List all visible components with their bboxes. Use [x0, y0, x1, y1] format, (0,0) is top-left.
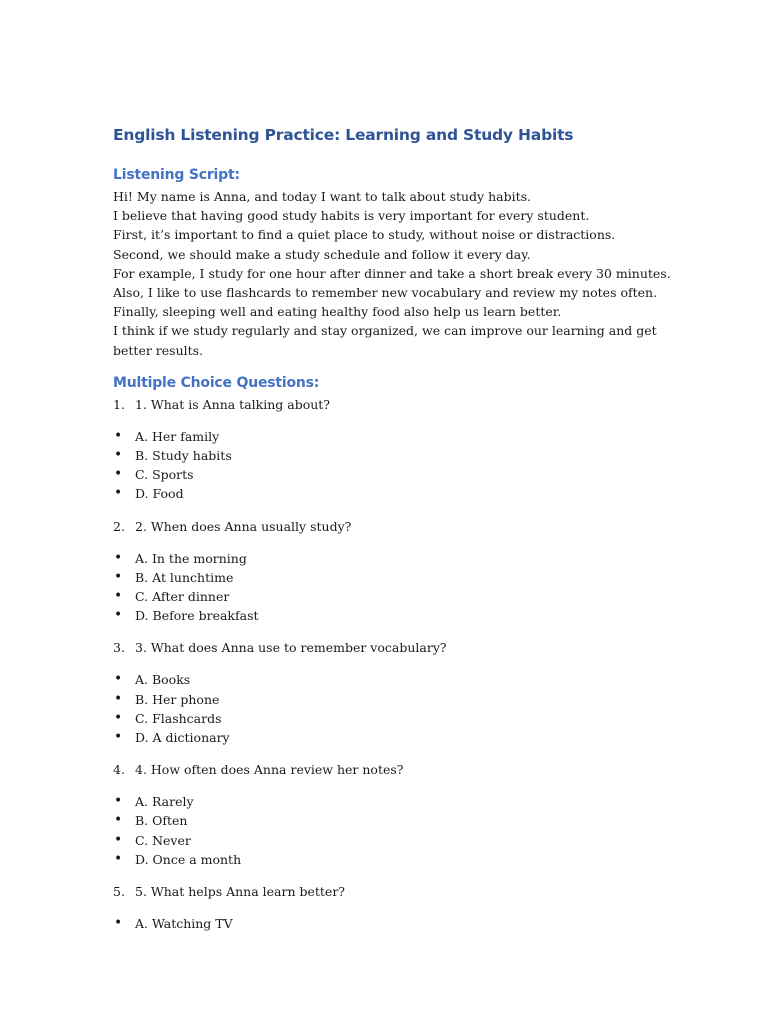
- question: [113, 395, 673, 414]
- question: [113, 760, 673, 779]
- bullet-icon: •: [114, 915, 123, 932]
- option-text: D. A dictionary: [135, 730, 230, 746]
- question-block: [113, 638, 673, 747]
- bullet-icon: •: [114, 607, 123, 624]
- script-line: First, it’s important to find a quiet place to study, without noise or distractions.: [113, 227, 616, 243]
- option-list: [113, 670, 673, 747]
- script-line: Finally, sleeping well and eating healthy food also help us learn better.: [113, 304, 562, 320]
- option-text: A. Rarely: [135, 794, 194, 810]
- bullet-icon: •: [114, 690, 123, 707]
- question-number: 2.: [113, 518, 125, 534]
- question-text: 4. How often does Anna review her notes?: [135, 762, 404, 778]
- option-item: [113, 690, 673, 709]
- question-text: 2. When does Anna usually study?: [135, 518, 352, 534]
- document-title: English Listening Practice: Learning and Study Habits: [113, 126, 574, 144]
- bullet-icon: •: [114, 466, 123, 483]
- question: [113, 638, 673, 657]
- option-item: [113, 792, 673, 811]
- option-list: [113, 792, 673, 869]
- option-item: [113, 484, 673, 503]
- option-list: [113, 549, 673, 626]
- option-text: D. Before breakfast: [135, 608, 259, 624]
- question-block: [113, 517, 673, 626]
- option-item: [113, 427, 673, 446]
- bullet-icon: •: [114, 427, 123, 444]
- option-text: C. Never: [135, 832, 191, 848]
- bullet-icon: •: [114, 671, 123, 688]
- option-item: [113, 709, 673, 728]
- question-block: [113, 395, 673, 504]
- listening-script-heading: Listening Script:: [113, 167, 240, 183]
- option-item: [113, 446, 673, 465]
- option-text: A. Watching TV: [135, 916, 233, 932]
- option-text: C. Sports: [135, 467, 194, 483]
- option-text: A. Books: [135, 672, 191, 688]
- script-line: For example, I study for one hour after dinner and take a short break every 30 minutes.: [113, 265, 671, 281]
- question-number: 5.: [113, 884, 125, 900]
- option-text: B. Often: [135, 813, 188, 829]
- option-item: [113, 568, 673, 587]
- bullet-icon: •: [114, 549, 123, 566]
- option-text: A. In the morning: [135, 550, 247, 566]
- option-item: [113, 549, 673, 568]
- option-text: B. Her phone: [135, 691, 220, 707]
- question-number: 3.: [113, 640, 125, 656]
- option-text: B. Study habits: [135, 448, 232, 464]
- bullet-icon: •: [114, 812, 123, 829]
- question-number: 1.: [113, 396, 125, 412]
- bullet-icon: •: [114, 588, 123, 605]
- question-text: 1. What is Anna talking about?: [135, 396, 331, 412]
- script-line: I think if we study regularly and stay organized, we can improve our learning and get better results.: [113, 323, 657, 358]
- bullet-icon: •: [114, 729, 123, 746]
- bullet-icon: •: [114, 793, 123, 810]
- option-item: [113, 811, 673, 830]
- question-text: 5. What helps Anna learn better?: [135, 884, 346, 900]
- script-line: Second, we should make a study schedule and follow it every day.: [113, 246, 531, 262]
- option-item: [113, 465, 673, 484]
- option-text: A. Her family: [135, 428, 220, 444]
- bullet-icon: •: [114, 831, 123, 848]
- option-item: [113, 606, 673, 625]
- option-item: [113, 670, 673, 689]
- question: [113, 882, 673, 901]
- option-item: [113, 914, 673, 933]
- option-list: [113, 427, 673, 504]
- question-number: 4.: [113, 762, 125, 778]
- option-text: C. After dinner: [135, 589, 230, 605]
- option-text: D. Once a month: [135, 851, 242, 867]
- bullet-icon: •: [114, 568, 123, 585]
- question-block: [113, 760, 673, 869]
- listening-script: [113, 187, 673, 360]
- script-line: Hi! My name is Anna, and today I want to talk about study habits.: [113, 189, 532, 204]
- question-text: 3. What does Anna use to remember vocabulary?: [135, 640, 447, 656]
- bullet-icon: •: [114, 850, 123, 867]
- option-item: [113, 587, 673, 606]
- script-line: Also, I like to use flashcards to remember new vocabulary and review my notes often.: [113, 285, 658, 301]
- option-text: D. Food: [135, 486, 184, 502]
- bullet-icon: •: [114, 485, 123, 502]
- option-item: [113, 850, 673, 869]
- option-list: [113, 914, 673, 933]
- option-item: [113, 728, 673, 747]
- bullet-icon: •: [114, 709, 123, 726]
- bullet-icon: •: [114, 447, 123, 464]
- option-text: C. Flashcards: [135, 710, 222, 726]
- question-block: [113, 882, 673, 933]
- option-item: [113, 831, 673, 850]
- option-text: B. At lunchtime: [135, 569, 234, 585]
- multiple-choice-heading: Multiple Choice Questions:: [113, 374, 320, 391]
- question: [113, 517, 673, 536]
- script-line: I believe that having good study habits is very important for every student.: [113, 208, 590, 224]
- document-page: [113, 124, 673, 946]
